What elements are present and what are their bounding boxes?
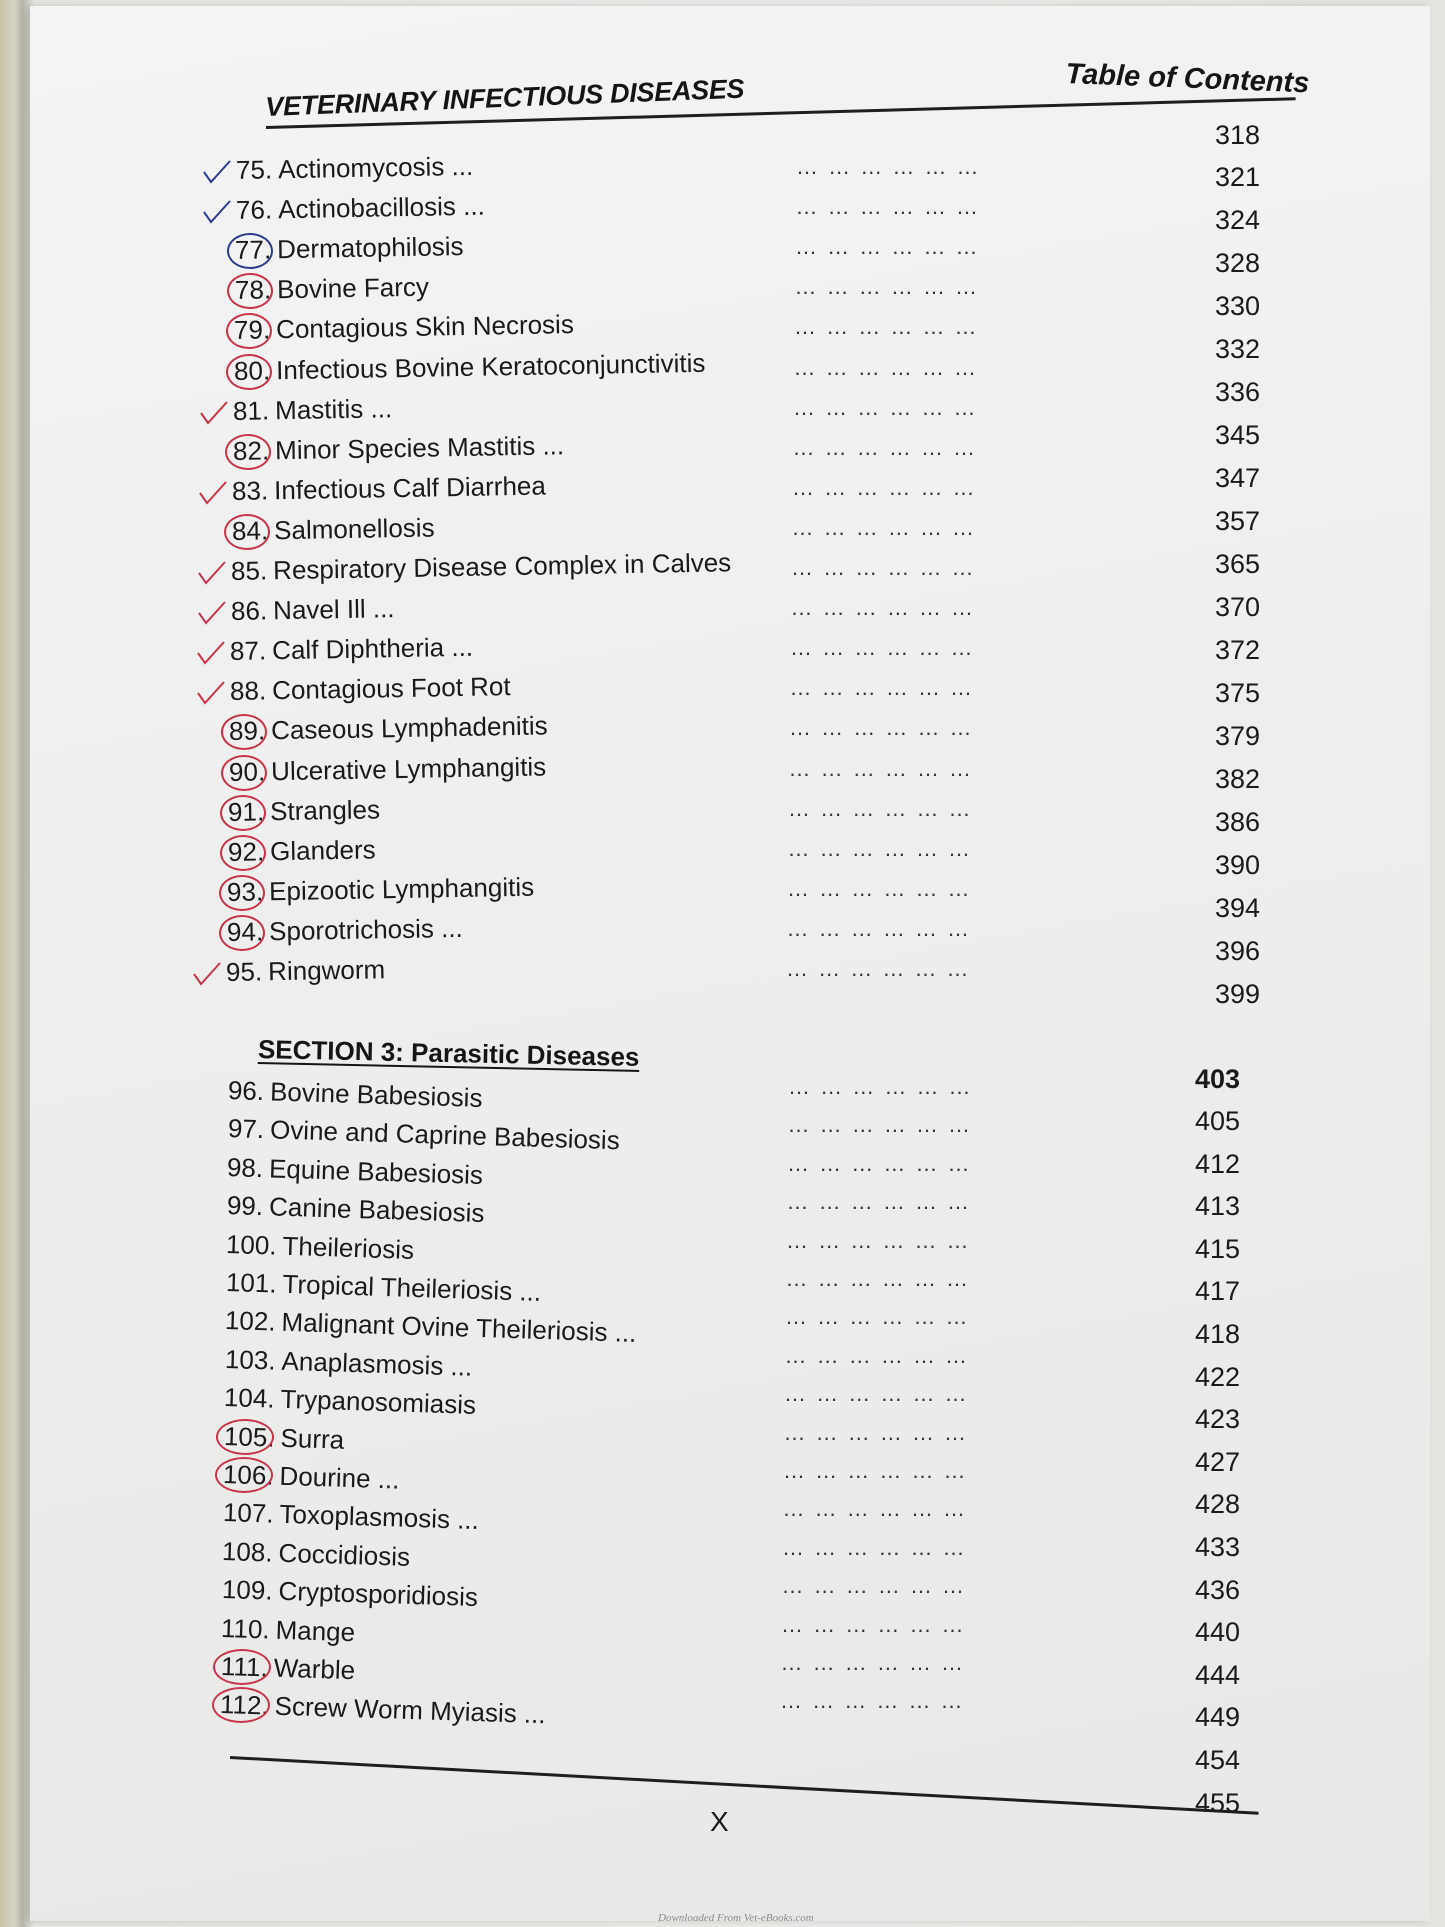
leader-dots: … … … … … … [791,514,977,540]
leader-dots: … … … … … … [785,1304,970,1330]
pen-tick-mark [196,639,226,667]
entry-number: 75. [235,153,273,185]
entry-page-number: 455 [1194,1787,1240,1818]
entry-number: 82. [232,434,269,466]
leader-dots: … … … … … … [781,1573,967,1599]
leader-dots: … … … … … … [790,635,975,661]
entry-title: Dourine ... [279,1460,400,1495]
entry-title: Actinomycosis ... [277,150,474,184]
entry-page-number: 382 [1214,764,1260,794]
leader-dots: … … … … … … [791,555,976,580]
entry-title: Warble [272,1652,356,1685]
entry-number: 80. [233,354,270,385]
entry-number: 101. [225,1266,277,1299]
entry-title: Malignant Ovine Theileriosis ... [281,1306,637,1348]
entry-title: Cryptosporidiosis [277,1575,478,1612]
entry-title: Epizootic Lymphangitis [268,870,535,906]
entry-page-number: 449 [1194,1702,1240,1733]
entry-number: 105. [223,1420,275,1452]
entry-number: 87. [229,635,267,666]
book-title: VETERINARY INFECTIOUS DISEASES [264,73,745,123]
entry-page-number: 357 [1214,506,1260,536]
leader-dots: … … … … … … [780,1650,966,1675]
entry-title: Actinobacillosis ... [277,190,485,224]
section-heading: SECTION 3: Parasitic Diseases [257,1034,640,1072]
entry-title: Mastitis ... [274,392,393,425]
entry-page-number: 372 [1214,635,1260,665]
entry-title: Infectious Calf Diarrhea [273,469,547,505]
first-page-number: 318 [1214,120,1260,150]
entry-page-number: 405 [1194,1106,1240,1136]
leader-dots: … … … … … … [787,875,972,901]
entry-title: Canine Babesiosis [268,1191,485,1228]
entry-title: Mange [275,1613,356,1647]
footer-rule [230,1756,1259,1815]
entry-number: 76. [235,193,272,225]
entry-page-number: 433 [1194,1532,1240,1562]
leader-dots: … … … … … … [784,1381,969,1407]
leader-dots: … … … … … … [784,1342,970,1368]
leader-dots: … … … … … … [787,1150,972,1176]
leader-dots: … … … … … … [786,1227,971,1253]
entry-number: 109. [221,1573,273,1606]
pen-tick-mark [197,559,227,587]
leader-dots: … … … … … … [790,595,976,621]
entry-title: Bovine Farcy [276,271,429,305]
entry-title: Sporotrichosis ... [268,912,463,946]
entry-title: Toxoplasmosis ... [278,1498,479,1535]
entry-number: 106. [222,1458,275,1491]
toc-page [30,6,1430,1924]
leader-dots: … … … … … … [786,1189,972,1215]
entry-title: Ringworm [267,953,386,986]
entry-page-number: 436 [1194,1574,1240,1605]
entry-title: Contagious Skin Necrosis [275,308,575,345]
leader-dots: … … … … … … [796,154,981,179]
entry-page-number: 428 [1194,1489,1240,1520]
entry-number: 102. [224,1304,277,1337]
leader-dots: … … … … … … [786,956,971,981]
entry-page-number: 396 [1214,936,1260,966]
leader-dots: … … … … … … [782,1496,968,1522]
entry-number: 99. [226,1189,264,1221]
entry-page-number: 427 [1194,1446,1240,1477]
entry-page-number: 379 [1214,721,1260,751]
entry-page-number: 399 [1214,979,1260,1009]
entry-title: Theileriosis [282,1229,415,1264]
watermark-text: Downloaded From Vet-eBooks.com [658,1912,814,1924]
entry-number: 84. [231,514,268,546]
entry-page-number: 370 [1214,592,1260,622]
entry-number: 93. [226,875,264,907]
entry-page-number: 390 [1214,850,1260,880]
entry-number: 89. [228,715,266,746]
entry-title: Infectious Bovine Keratoconjunctivitis [275,346,706,385]
leader-dots: … … … … … … [787,835,973,861]
entry-page-number: 324 [1214,205,1260,235]
entry-page-number: 365 [1214,549,1260,579]
entry-title: Anaplasmosis ... [280,1345,473,1382]
entry-page-number: 347 [1214,463,1260,493]
entry-title: Screw Worm Myiasis ... [274,1690,547,1730]
entry-number: 98. [226,1151,264,1183]
entry-page-number: 454 [1194,1745,1240,1775]
entry-page-number: 375 [1214,678,1260,708]
entry-title: Equine Babesiosis [268,1152,484,1190]
entry-number: 83. [231,474,269,506]
entry-number: 90. [228,755,265,786]
leader-dots: … … … … … … [786,915,972,941]
leader-dots: … … … … … … [793,394,978,420]
entry-number: 103. [224,1343,276,1375]
entry-title: Ulcerative Lymphangitis [270,750,546,786]
entry-number: 110. [220,1612,271,1644]
entry-number: 111. [220,1650,268,1682]
pen-tick-mark [198,479,228,507]
entry-page-number: 330 [1214,291,1260,321]
entry-title: Caseous Lymphadenitis [270,710,548,746]
entry-number: 86. [230,594,267,626]
leader-dots: … … … … … … [787,1112,973,1138]
entry-number: 92. [227,835,264,867]
entry-title: Trypanosomiasis [280,1383,477,1420]
entry-title: Tropical Theileriosis ... [281,1268,542,1307]
entry-number: 97. [227,1112,265,1145]
entry-title: Strangles [269,793,381,826]
entry-number: 94. [226,915,263,947]
leader-dots: … … … … … … [783,1458,968,1483]
pen-tick-mark [196,679,226,707]
entry-number: 107. [222,1496,274,1529]
toc-heading: Table of Contents [1065,58,1310,100]
entry-page-number: 418 [1194,1319,1240,1349]
entry-page-number: 321 [1214,162,1260,192]
entry-number: 88. [229,675,266,706]
entry-page-number: 328 [1214,248,1260,278]
pen-tick-mark [202,158,232,186]
entry-title: Salmonellosis [273,511,435,545]
entry-number: 112. [219,1688,270,1721]
entry-page-number: 417 [1194,1276,1240,1307]
entry-number: 96. [227,1074,265,1106]
entry-page-number: 386 [1214,807,1260,837]
leader-dots: … … … … … … [792,474,977,500]
entry-title: Calf Diphtheria ... [271,631,474,665]
entry-number: 85. [230,554,268,586]
entry-number: 95. [225,955,263,987]
leader-dots: … … … … … … [792,434,978,460]
leader-dots: … … … … … … [794,274,980,300]
entry-number: 77. [234,234,272,265]
pen-tick-mark [199,399,229,427]
page-number-roman: X [710,1806,729,1837]
entry-number: 100. [225,1228,278,1260]
leader-dots: … … … … … … [788,755,974,781]
entry-title: Minor Species Mastitis ... [274,429,564,465]
entry-page-number: 423 [1194,1404,1240,1435]
leader-dots: … … … … … … [788,1074,973,1099]
leader-dots: … … … … … … [795,234,980,260]
leader-dots: … … … … … … [793,354,979,380]
leader-dots: … … … … … … [780,1688,965,1714]
section-page-number: 403 [1194,1064,1240,1094]
entry-page-number: 444 [1194,1659,1240,1690]
entry-title: Coccidiosis [278,1537,411,1572]
entry-number: 108. [221,1535,274,1567]
entry-page-number: 336 [1214,377,1260,407]
pen-tick-mark [192,960,222,988]
entry-number: 78. [234,274,271,305]
entry-title: Glanders [269,833,376,866]
entry-title: Contagious Foot Rot [271,670,511,706]
entry-page-number: 332 [1214,334,1260,364]
entry-page-number: 440 [1194,1617,1240,1648]
entry-number: 91. [227,795,265,827]
leader-dots: … … … … … … [789,715,974,741]
entry-title: Surra [279,1421,345,1454]
leader-dots: … … … … … … [794,314,979,340]
pen-tick-mark [197,599,227,627]
entry-number: 104. [223,1381,276,1414]
entry-title: Dermatophilosis [276,230,464,264]
pen-tick-mark [202,198,232,226]
leader-dots: … … … … … … [782,1534,967,1560]
leader-dots: … … … … … … [781,1611,966,1637]
entry-page-number: 413 [1194,1191,1240,1222]
leader-dots: … … … … … … [789,675,975,701]
entry-page-number: 412 [1194,1148,1240,1179]
leader-dots: … … … … … … [783,1419,969,1445]
entry-title: Bovine Babesiosis [269,1075,483,1113]
entry-title: Ovine and Caprine Babesiosis [269,1114,620,1156]
leader-dots: … … … … … … [795,194,981,220]
leader-dots: … … … … … … [788,795,973,821]
entry-title: Respiratory Disease Complex in Calves [272,546,732,585]
entry-title: Navel Ill ... [272,592,395,625]
entry-number: 79. [233,314,271,345]
entry-page-number: 415 [1194,1233,1240,1264]
entry-page-number: 394 [1214,893,1260,923]
entry-number: 81. [232,394,270,426]
entry-page-number: 345 [1214,420,1260,450]
entry-page-number: 422 [1194,1361,1240,1392]
leader-dots: … … … … … … [785,1266,971,1291]
